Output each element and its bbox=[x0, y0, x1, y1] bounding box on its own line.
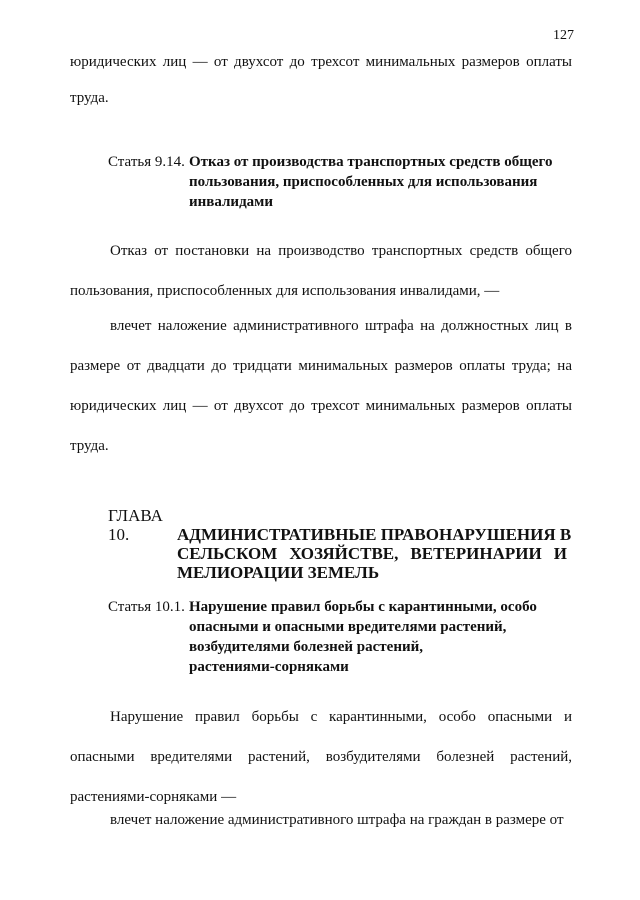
chapter-10-heading bbox=[108, 506, 571, 582]
article-10-1-title-line1: Нарушение правил борьбы с карантинными, особо bbox=[189, 599, 537, 615]
article-10-1-title-line3: возбудителями болезней растений, bbox=[189, 639, 424, 655]
carryover-line-1: юридических лиц — от двухсот до трехсот минимальных размеров оплаты bbox=[70, 54, 572, 70]
chapter-10-title-line2: СЕЛЬСКОМ ХОЗЯЙСТВЕ, ВЕТЕРИНАРИИ И bbox=[177, 544, 567, 563]
chapter-10-title-line3: МЕЛИОРАЦИИ ЗЕМЕЛЬ bbox=[177, 563, 380, 582]
article-10-1-heading bbox=[108, 597, 537, 677]
article-9-14-title-line2: пользования, приспособленных для использования bbox=[189, 174, 538, 190]
article-9-14-heading bbox=[108, 152, 552, 212]
chapter-10-title-line1: АДМИНИСТРАТИВНЫЕ ПРАВОНАРУШЕНИЯ В bbox=[177, 525, 572, 544]
article-10-1-paragraph-2: влечет наложение административного штрафа на граждан в размере от bbox=[110, 812, 564, 828]
article-10-1-label: Статья 10.1. bbox=[108, 599, 185, 615]
article-9-14-paragraph-2: влечет наложение административного штрафа на должностных лиц в размере от двадцати до тридцати минимальных размеров оплаты труда; на юридических лиц — от двухсот до трехсот минимальных размеров оплаты труда. bbox=[70, 318, 572, 454]
article-10-1-title-line4: растениями-сорняками bbox=[189, 659, 349, 675]
article-9-14-title-line1: Отказ от производства транспортных средств общего bbox=[189, 154, 553, 170]
article-9-14-title-line3: инвалидами bbox=[189, 194, 274, 210]
article-10-1-title-line2: опасными и опасными вредителями растений, bbox=[189, 619, 507, 635]
page-number: 127 bbox=[553, 28, 574, 43]
article-9-14-label: Статья 9.14. bbox=[108, 154, 185, 170]
carryover-line-2: труда. bbox=[70, 90, 109, 106]
article-10-1-paragraph-1: Нарушение правил борьбы с карантинными, особо опасными и опасными вредителями растений, возбудителями болезней растений, растениями-сорняками — bbox=[70, 709, 572, 805]
chapter-10-label: ГЛАВА 10. bbox=[108, 506, 163, 544]
article-9-14-paragraph-1: Отказ от постановки на производство транспортных средств общего пользования, приспособленных для использования инвалидами, — bbox=[70, 243, 572, 299]
